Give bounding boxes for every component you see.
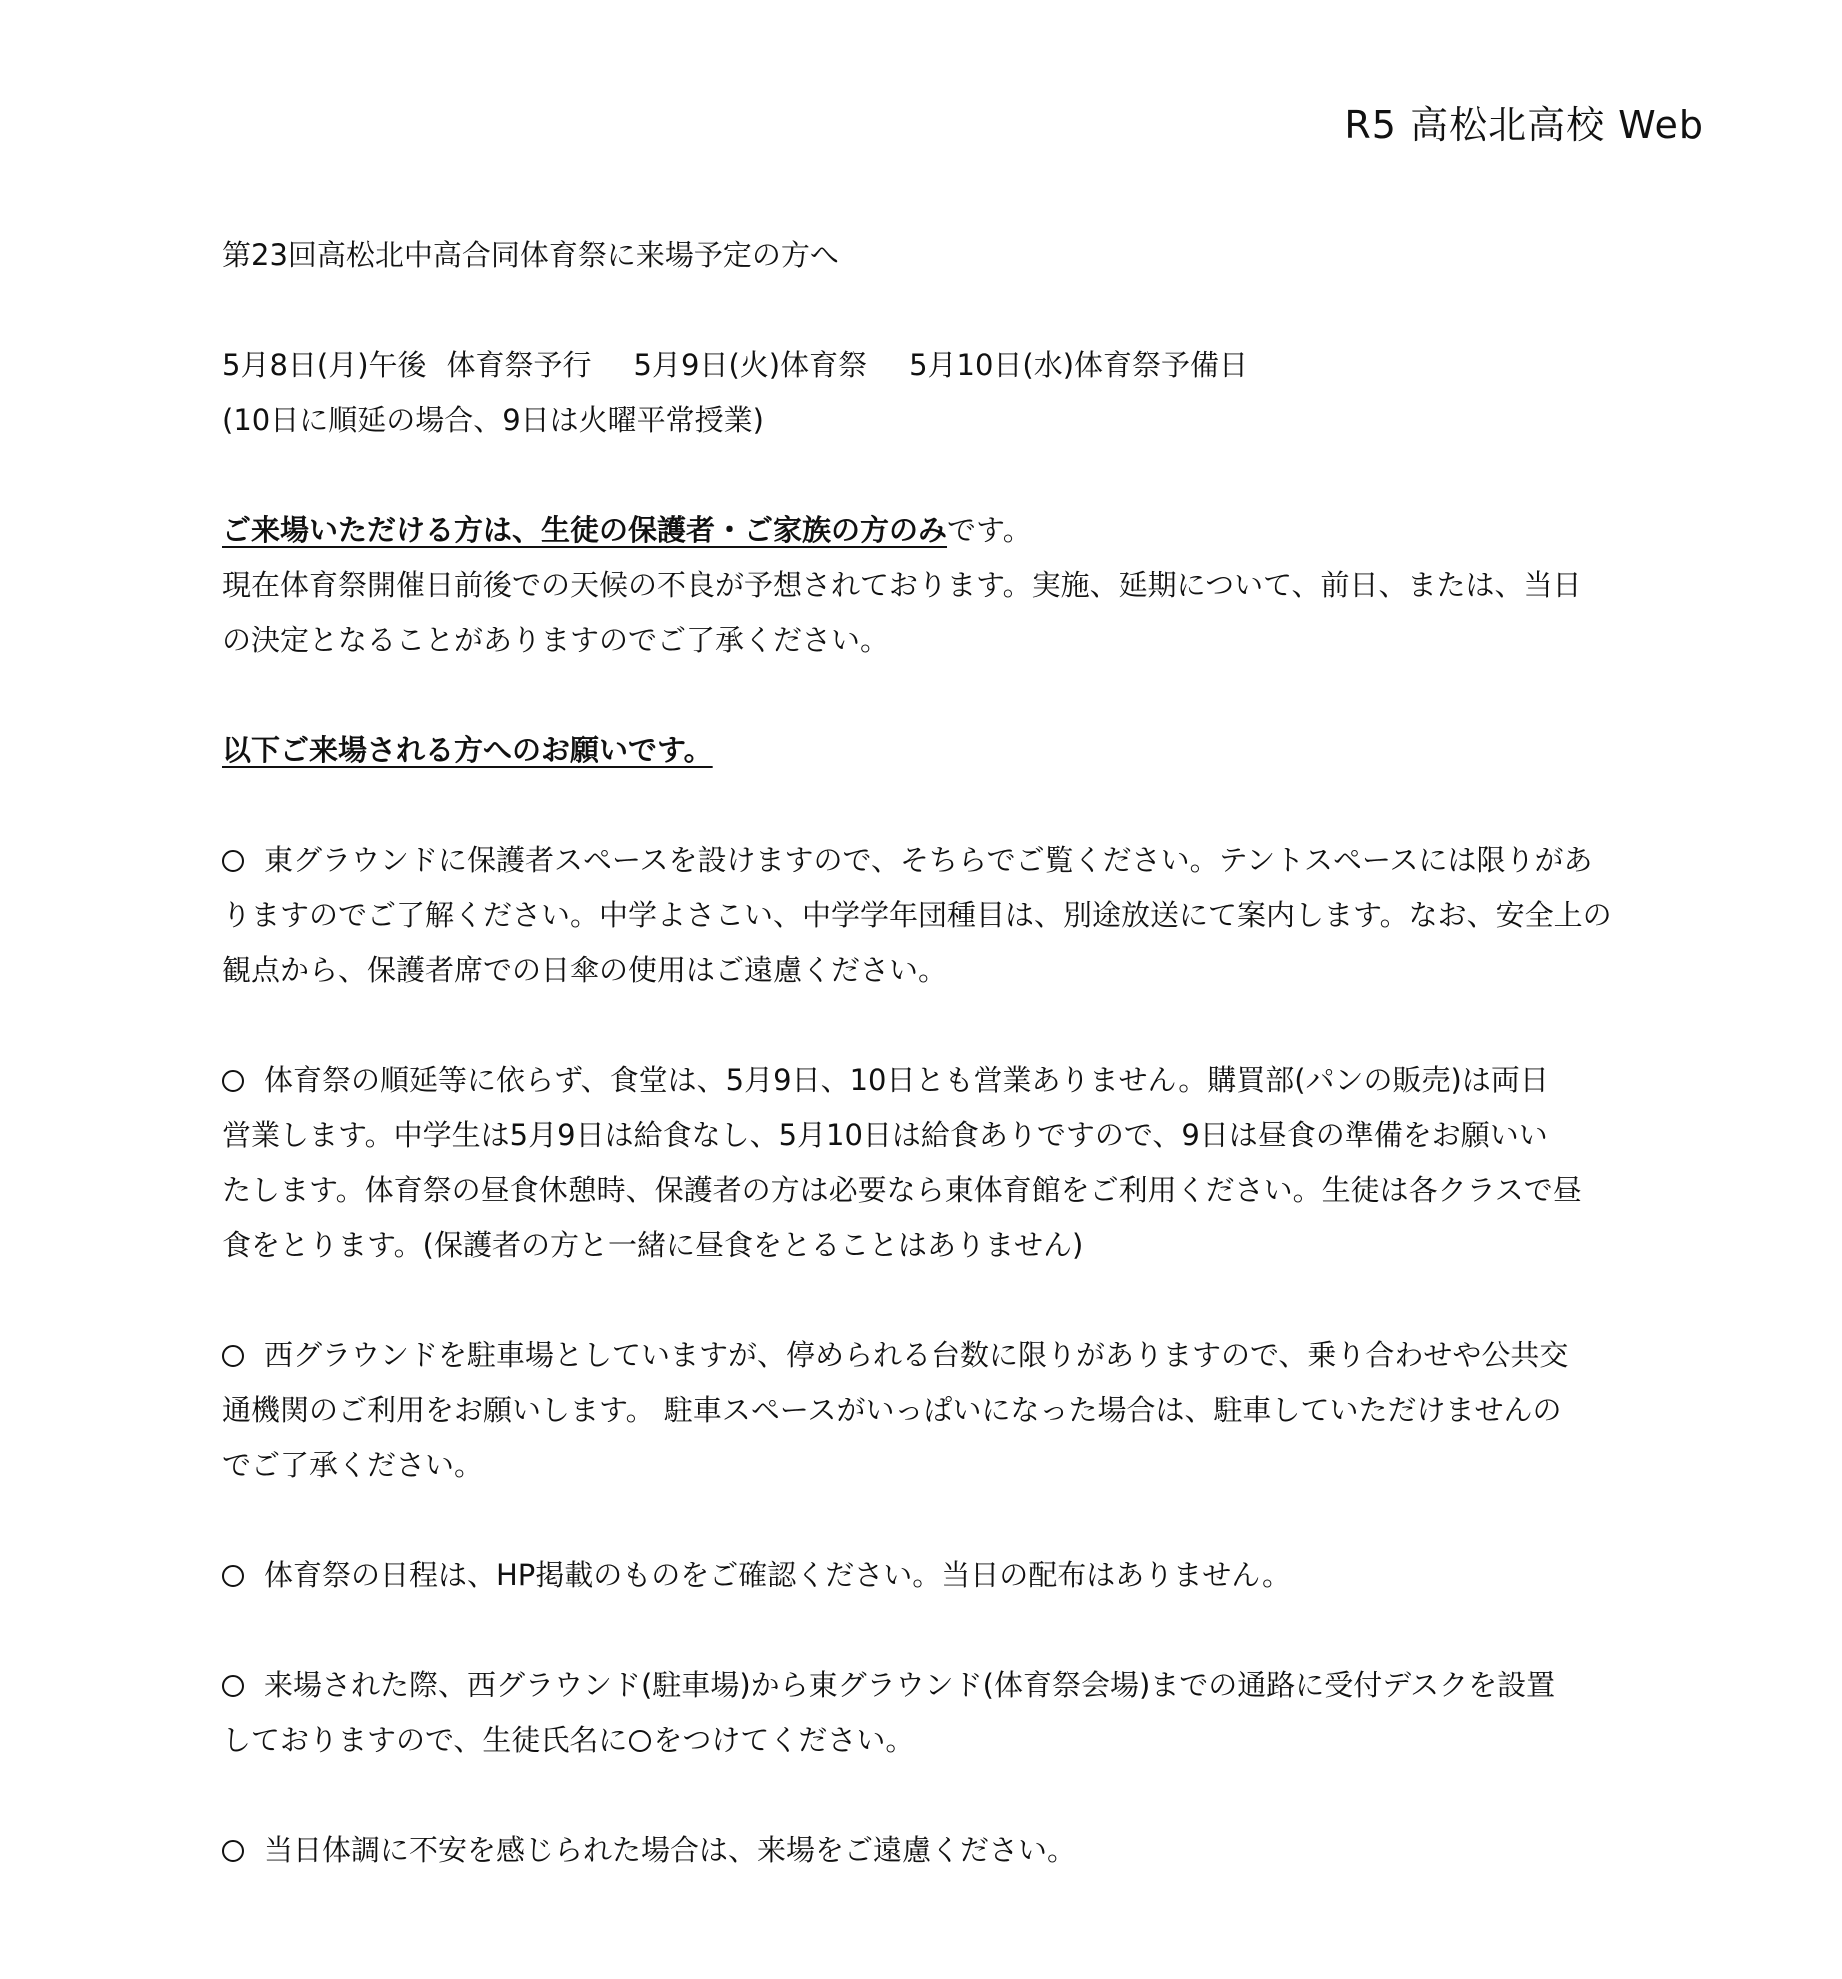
request-item-text: でご了承ください。 xyxy=(222,1448,484,1482)
schedule-block xyxy=(222,338,1622,448)
request-item-1 xyxy=(222,833,1622,998)
schedule-item-3: 5月10日(水)体育祭予備日 xyxy=(909,348,1249,382)
request-item-text: りますのでご了解ください。中学よさこい、中学学年団種目は、別途放送にて案内します。なお、安全上の xyxy=(222,898,1612,932)
document-header-tag: R5 高松北高校 Web xyxy=(1344,103,1704,147)
request-item-text: 観点から、保護者席での日傘の使用はご遠慮ください。 xyxy=(222,953,948,987)
requests-heading-block xyxy=(222,723,1622,778)
visitor-restriction-emphasis: ご来場いただける方は、生徒の保護者・ご家族の方のみ xyxy=(222,513,948,547)
request-item-text: 体育祭の順延等に依らず、食堂は、5月9日、10日とも営業ありません。購買部(パンの販売)は両日 xyxy=(264,1063,1549,1097)
weather-notice-line-1: 現在体育祭開催日前後での天候の不良が予想されております。実施、延期について、前日、または、当日 xyxy=(222,568,1582,602)
request-item-4 xyxy=(222,1548,1622,1603)
request-item-text: 当日体調に不安を感じられた場合は、来場をご遠慮ください。 xyxy=(264,1833,1077,1867)
visitor-restriction-end: です。 xyxy=(947,513,1032,547)
request-item-text: 西グラウンドを駐車場としていますが、停められる台数に限りがありますので、乗り合わせや公共交 xyxy=(264,1338,1569,1372)
request-item-text: 営業します。中学生は5月9日は給食なし、5月10日は給食ありですので、9日は昼食の準備をお願いい xyxy=(222,1118,1548,1152)
circle-bullet-icon xyxy=(222,1840,244,1862)
weather-notice-line-2: の決定となることがありますのでご了承ください。 xyxy=(222,623,890,657)
document-title: 第23回高松北中高合同体育祭に来場予定の方へ xyxy=(222,238,839,272)
request-item-text: 食をとります。(保護者の方と一緒に昼食をとることはありません) xyxy=(222,1228,1084,1262)
request-item-5 xyxy=(222,1658,1622,1768)
schedule-line xyxy=(222,338,1622,393)
request-item-3 xyxy=(222,1328,1622,1493)
circle-bullet-icon xyxy=(222,1565,244,1587)
circle-bullet-icon xyxy=(222,1675,244,1697)
schedule-item-2: 5月9日(火)体育祭 xyxy=(633,348,868,382)
request-item-text: たします。体育祭の昼食休憩時、保護者の方は必要なら東体育館をご利用ください。生徒は各クラスで昼 xyxy=(222,1173,1582,1207)
request-item-text: 体育祭の日程は、HP掲載のものをご確認ください。当日の配布はありません。 xyxy=(264,1558,1292,1592)
schedule-item-1: 5月8日(月)午後 xyxy=(222,348,427,382)
document-body xyxy=(222,228,1622,1878)
visitor-restriction xyxy=(222,503,1622,558)
request-item-text: しておりますので、生徒氏名に xyxy=(222,1723,628,1757)
circle-mark-icon xyxy=(629,1730,651,1752)
circle-bullet-icon xyxy=(222,850,244,872)
request-item-text: 来場された際、西グラウンド(駐車場)から東グラウンド(体育祭会場)までの通路に受付デスクを設置 xyxy=(264,1668,1556,1702)
request-item-6 xyxy=(222,1823,1622,1878)
circle-bullet-icon xyxy=(222,1070,244,1092)
requests-heading: 以下ご来場される方へのお願いです。 xyxy=(222,733,713,767)
request-item-text: 通機関のご利用をお願いします。 駐車スペースがいっぱいになった場合は、駐車していただけませんの xyxy=(222,1393,1562,1427)
request-item-text: 東グラウンドに保護者スペースを設けますので、そちらでご覧ください。テントスペースには限りがあ xyxy=(264,843,1593,877)
request-item-2 xyxy=(222,1053,1622,1273)
notice-block xyxy=(222,503,1622,668)
schedule-note: (10日に順延の場合、9日は火曜平常授業) xyxy=(222,403,764,437)
request-item-text: をつけてください。 xyxy=(653,1723,915,1757)
schedule-item-1-event: 体育祭予行 xyxy=(446,348,592,382)
circle-bullet-icon xyxy=(222,1345,244,1367)
